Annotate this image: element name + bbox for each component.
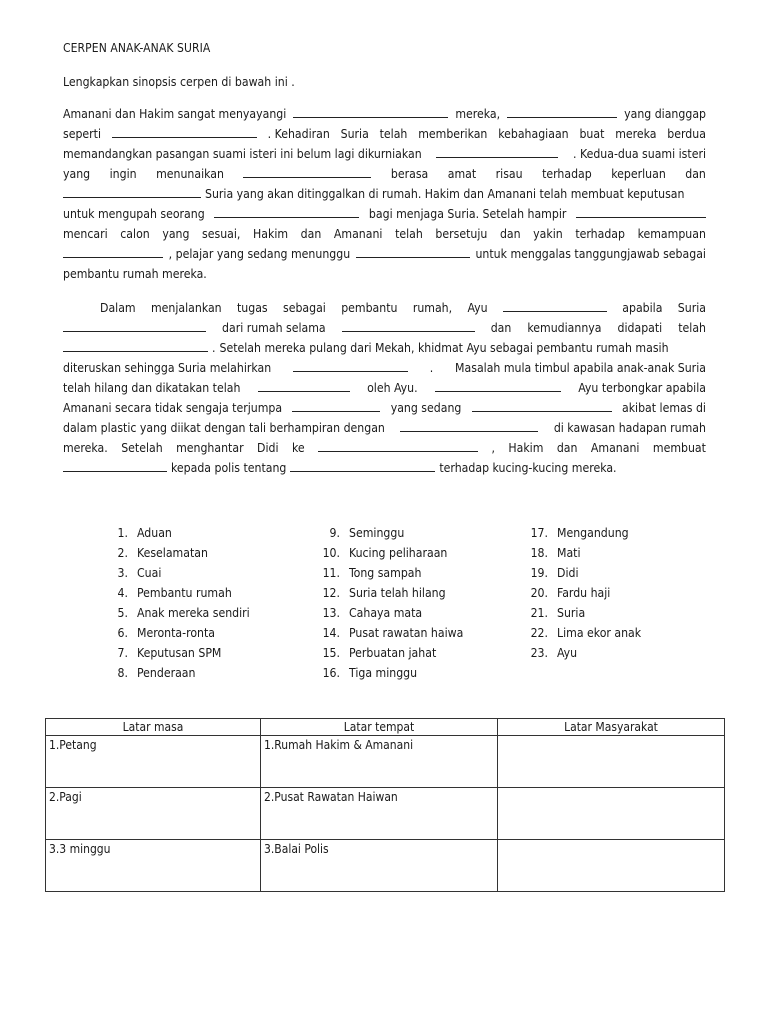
list-item-text: Lima ekor anak	[557, 626, 642, 640]
p2-line-6: Amanani secara tidak sengaja terjumpa yang sedang akibat lemas di	[63, 398, 706, 418]
list-item-number: 21.	[530, 606, 548, 620]
list-item	[526, 603, 641, 623]
table-row	[46, 788, 725, 840]
table-cell[interactable]: 3.3 minggu	[46, 840, 261, 892]
list-item	[526, 583, 641, 603]
list-item-text: Pembantu rumah	[137, 586, 232, 600]
answer-blank[interactable]	[290, 458, 435, 472]
table-cell[interactable]: 1.Petang	[46, 736, 261, 788]
list-item-number: 12.	[322, 586, 340, 600]
answer-blank[interactable]	[63, 338, 208, 352]
word-bank-column-3	[526, 523, 641, 663]
list-item	[104, 583, 250, 603]
p2-line-8: mereka. Setelah menghantar Didi ke , Hakim dan Amanani membuat	[63, 438, 706, 458]
list-item-number: 3.	[117, 566, 128, 580]
list-item	[104, 623, 250, 643]
list-item-text: Cuai	[137, 566, 162, 580]
list-item-text: Suria	[557, 606, 586, 620]
list-item	[316, 643, 463, 663]
p1-line-8: , pelajar yang sedang menunggu untuk menggalas tanggungjawab sebagai	[63, 244, 706, 264]
answer-blank[interactable]	[356, 244, 470, 258]
answer-blank[interactable]	[503, 298, 607, 312]
list-item-text: Didi	[557, 566, 579, 580]
list-item-text: Aduan	[137, 526, 172, 540]
table-cell[interactable]: 1.Rumah Hakim & Amanani	[261, 736, 498, 788]
list-item	[104, 603, 250, 623]
p2-line-2: dari rumah selama dan kemudiannya didapati telah	[63, 318, 706, 338]
p1-line-5: Suria yang akan ditinggalkan di rumah. Hakim dan Amanani telah membuat keputusan	[63, 184, 706, 204]
list-item-number: 18.	[530, 546, 548, 560]
p2-line-4: diteruskan sehingga Suria melahirkan . Masalah mula timbul apabila anak-anak Suria	[63, 358, 706, 378]
list-item	[316, 583, 463, 603]
list-item-text: Seminggu	[349, 526, 405, 540]
list-item-number: 7.	[117, 646, 128, 660]
list-item-text: Tiga minggu	[349, 666, 418, 680]
list-item-number: 2.	[117, 546, 128, 560]
list-item-number: 9.	[329, 526, 340, 540]
answer-blank[interactable]	[63, 458, 167, 472]
answer-blank[interactable]	[214, 204, 359, 218]
list-item-text: Meronta-ronta	[137, 626, 215, 640]
list-item	[526, 623, 641, 643]
list-item-number: 13.	[322, 606, 340, 620]
header-latar-tempat: Latar tempat	[261, 719, 498, 736]
p2-line-9: kepada polis tentang terhadap kucing-kucing mereka.	[63, 458, 706, 478]
answer-blank[interactable]	[507, 104, 617, 118]
list-item-text: Suria telah hilang	[349, 586, 446, 600]
table-cell[interactable]	[498, 736, 725, 788]
p1-line-7: mencari calon yang sesuai, Hakim dan Amanani telah bersetuju dan yakin terhadap kemampuan	[63, 227, 706, 241]
list-item-text: Ayu	[557, 646, 578, 660]
list-item	[316, 523, 463, 543]
answer-blank[interactable]	[435, 378, 561, 392]
list-item-text: Keselamatan	[137, 546, 208, 560]
list-item-text: Perbuatan jahat	[349, 646, 437, 660]
p2-line-3: . Setelah mereka pulang dari Mekah, khidmat Ayu sebagai pembantu rumah masih	[63, 338, 706, 358]
table-cell[interactable]: 2.Pagi	[46, 788, 261, 840]
list-item	[526, 543, 641, 563]
answer-blank[interactable]	[292, 398, 380, 412]
p1-line-9: pembantu rumah mereka.	[63, 267, 207, 281]
list-item	[104, 643, 250, 663]
answer-blank[interactable]	[293, 104, 448, 118]
list-item-number: 16.	[322, 666, 340, 680]
list-item-number: 4.	[117, 586, 128, 600]
list-item-text: Mengandung	[557, 526, 629, 540]
list-item-number: 11.	[322, 566, 340, 580]
list-item-number: 22.	[530, 626, 548, 640]
list-item	[104, 663, 250, 683]
answer-blank[interactable]	[342, 318, 475, 332]
answer-blank[interactable]	[243, 164, 371, 178]
list-item-number: 14.	[322, 626, 340, 640]
latar-table	[45, 718, 725, 892]
answer-blank[interactable]	[472, 398, 612, 412]
list-item	[526, 523, 641, 543]
list-item	[526, 643, 641, 663]
list-item-text: Pusat rawatan haiwa	[349, 626, 464, 640]
table-row	[46, 736, 725, 788]
p1-line-6: untuk mengupah seorang bagi menjaga Suria. Setelah hampir	[63, 204, 706, 224]
answer-blank[interactable]	[63, 184, 201, 198]
answer-blank[interactable]	[258, 378, 350, 392]
list-item-number: 17.	[530, 526, 548, 540]
header-latar-masyarakat: Latar Masyarakat	[498, 719, 725, 736]
answer-blank[interactable]	[400, 418, 538, 432]
p1-line-1: Amanani dan Hakim sangat menyayangi mereka, yang dianggap	[63, 104, 706, 124]
p2-line-7: dalam plastic yang diikat dengan tali berhampiran dengan di kawasan hadapan rumah	[63, 418, 706, 438]
word-bank-column-1	[104, 523, 250, 683]
list-item	[104, 523, 250, 543]
list-item-text: Tong sampah	[349, 566, 422, 580]
p2-line-5: telah hilang dan dikatakan telah oleh Ayu. Ayu terbongkar apabila	[63, 378, 706, 398]
list-item	[526, 563, 641, 583]
word-bank-column-2	[316, 523, 463, 683]
list-item-text: Penderaan	[137, 666, 196, 680]
answer-blank[interactable]	[576, 204, 706, 218]
list-item-number: 6.	[117, 626, 128, 640]
table-header-row	[46, 719, 725, 736]
list-item	[316, 603, 463, 623]
list-item-text: Keputusan SPM	[137, 646, 222, 660]
answer-blank[interactable]	[63, 244, 163, 258]
list-item-number: 1.	[117, 526, 128, 540]
list-item-number: 8.	[117, 666, 128, 680]
list-item	[316, 663, 463, 683]
list-item-number: 10.	[322, 546, 340, 560]
list-item	[316, 623, 463, 643]
p1-line-2: seperti . Kehadiran Suria telah memberikan kebahagiaan buat mereka berdua	[63, 124, 706, 144]
list-item-number: 15.	[322, 646, 340, 660]
list-item-text: Mati	[557, 546, 581, 560]
list-item	[104, 563, 250, 583]
list-item	[316, 543, 463, 563]
answer-blank[interactable]	[318, 438, 478, 452]
list-item-number: 5.	[117, 606, 128, 620]
table-cell[interactable]: 2.Pusat Rawatan Haiwan	[261, 788, 498, 840]
p1-line-4: yang ingin menunaikan berasa amat risau terhadap keperluan dan	[63, 164, 706, 184]
list-item-text: Kucing peliharaan	[349, 546, 448, 560]
table-row	[46, 840, 725, 892]
list-item-number: 20.	[530, 586, 548, 600]
list-item	[104, 543, 250, 563]
answer-blank[interactable]	[63, 318, 206, 332]
table-cell[interactable]	[498, 788, 725, 840]
answer-blank[interactable]	[293, 358, 408, 372]
list-item-number: 19.	[530, 566, 548, 580]
p1-line-3: memandangkan pasangan suami isteri ini belum lagi dikurniakan . Kedua-dua suami isteri	[63, 144, 706, 164]
answer-blank[interactable]	[436, 144, 558, 158]
list-item	[316, 563, 463, 583]
list-item-text: Fardu haji	[557, 586, 611, 600]
table-cell[interactable]: 3.Balai Polis	[261, 840, 498, 892]
instruction: Lengkapkan sinopsis cerpen di bawah ini .	[63, 75, 295, 89]
answer-blank[interactable]	[112, 124, 257, 138]
header-latar-masa: Latar masa	[46, 719, 261, 736]
list-item-text: Anak mereka sendiri	[137, 606, 250, 620]
p2-line-1: Dalam menjalankan tugas sebagai pembantu rumah, Ayu apabila Suria	[63, 298, 706, 318]
page-title: CERPEN ANAK-ANAK SURIA	[63, 41, 211, 55]
table-cell[interactable]	[498, 840, 725, 892]
list-item-text: Cahaya mata	[349, 606, 423, 620]
list-item-number: 23.	[530, 646, 548, 660]
